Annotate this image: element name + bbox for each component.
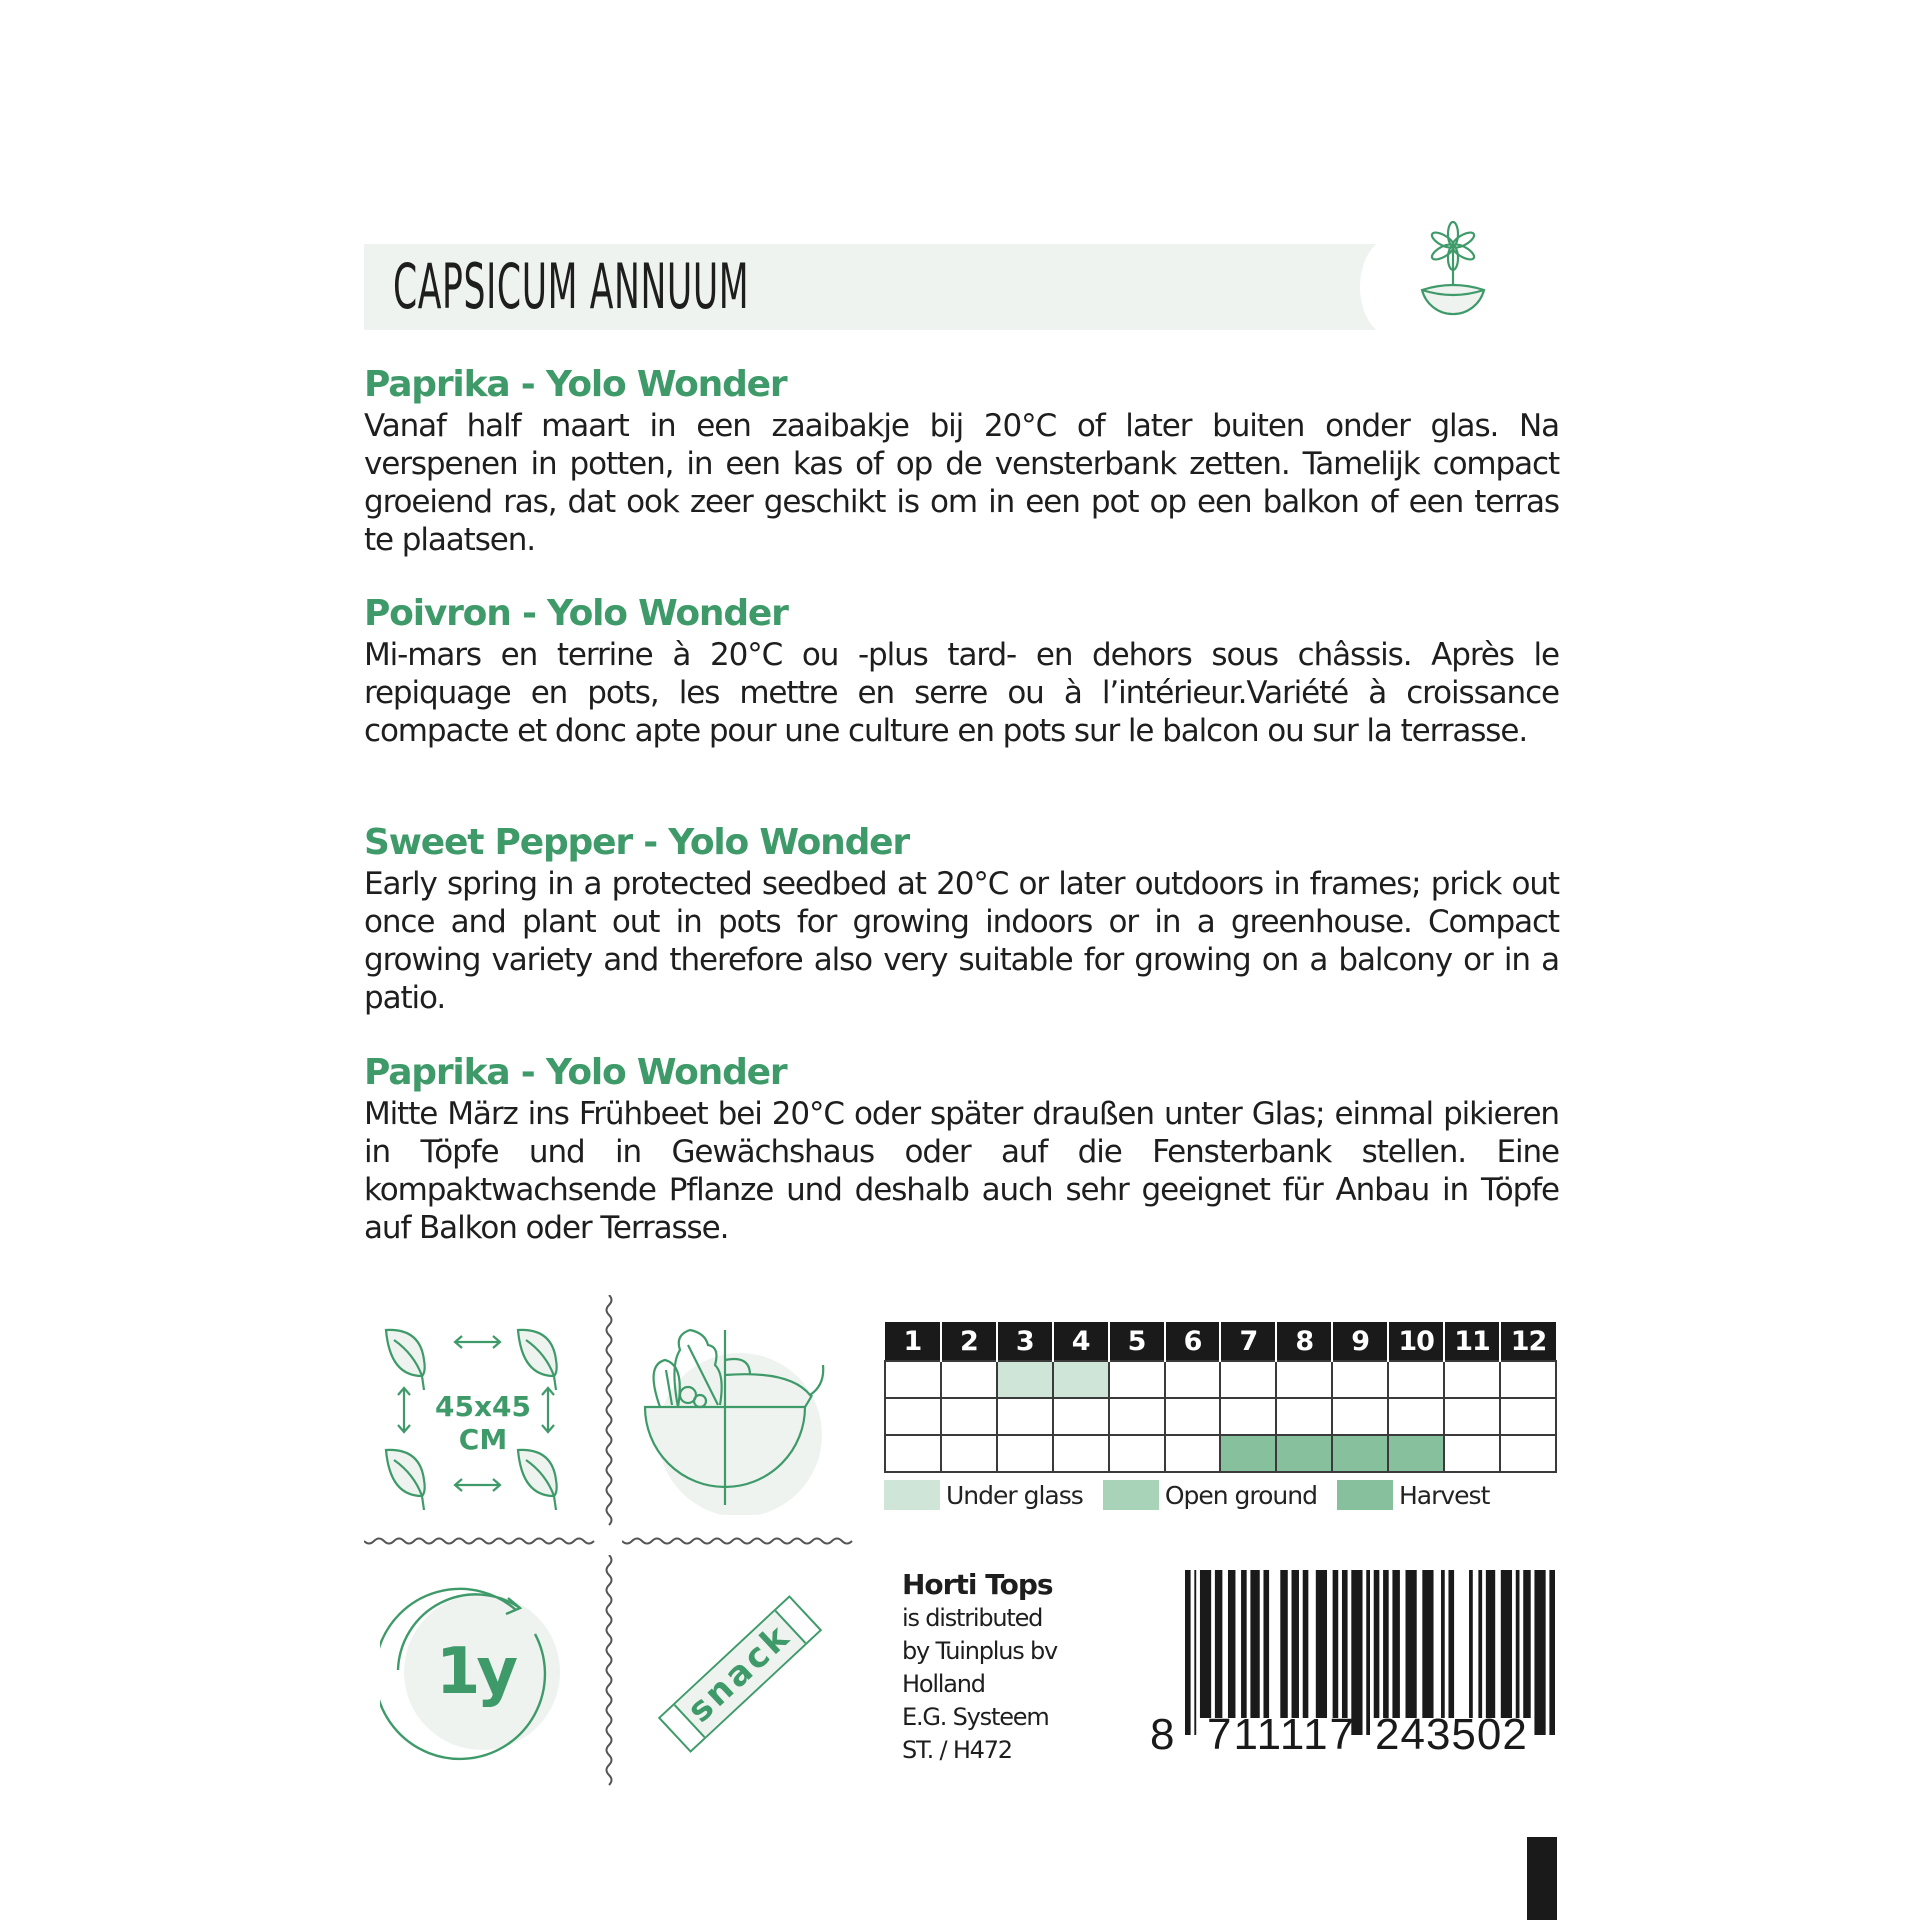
calendar-cell (941, 1398, 997, 1435)
distributor-line: is distributed (902, 1604, 1043, 1632)
calendar-cell (1276, 1435, 1332, 1472)
spacing-value: 45x45 (435, 1390, 531, 1423)
calendar-cell (941, 1435, 997, 1472)
calendar-cell (1220, 1361, 1276, 1398)
distributor-line: E.G. Systeem (902, 1703, 1049, 1731)
section-german (364, 1051, 1559, 1247)
calendar-cell (1444, 1361, 1500, 1398)
calendar-month-12: 12 (1500, 1322, 1556, 1361)
section-heading: Sweet Pepper - Yolo Wonder (364, 822, 909, 863)
calendar-month-11: 11 (1444, 1322, 1500, 1361)
calendar-cell (1444, 1435, 1500, 1472)
brand-name: Horti Tops (902, 1568, 1053, 1601)
distributor-line: Holland (902, 1670, 985, 1698)
calendar-row-open-ground (885, 1398, 1556, 1435)
calendar-cell (1500, 1435, 1556, 1472)
section-english (364, 821, 1559, 1017)
calendar-month-10: 10 (1388, 1322, 1444, 1361)
section-dutch (364, 363, 1559, 559)
calendar-cell (1165, 1361, 1221, 1398)
barcode-digit-first: 8 (1150, 1710, 1175, 1759)
calendar-month-8: 8 (1276, 1322, 1332, 1361)
snack-bar-icon (645, 1585, 835, 1770)
plant-spacing-icon (380, 1320, 580, 1510)
calendar-cell (1276, 1361, 1332, 1398)
section-heading: Paprika - Yolo Wonder (364, 364, 787, 405)
calendar-month-2: 2 (941, 1322, 997, 1361)
section-heading: Poivron - Yolo Wonder (364, 593, 788, 634)
wavy-divider-horizontal (364, 1535, 596, 1547)
calendar-cell (1165, 1398, 1221, 1435)
legend-swatch (884, 1480, 940, 1510)
wavy-divider-horizontal (622, 1535, 854, 1547)
section-body: Mi-mars en terrine à 20°C ou -plus tard- en dehors sous châssis. Après le repiquage en pots, les mettre en serre ou à l’intérieur.Variété à croissance compacte et donc apte pour une culture en pots sur le balcon ou sur la terrasse. (364, 637, 1559, 749)
calendar-cell (1220, 1398, 1276, 1435)
calendar-cell (1500, 1361, 1556, 1398)
calendar-legend (884, 1480, 1509, 1510)
calendar-row-harvest (885, 1435, 1556, 1472)
legend-label: Open ground (1164, 1480, 1317, 1510)
calendar-cell (1109, 1361, 1165, 1398)
legend-item-open-ground (1103, 1480, 1317, 1510)
calendar-cell (1500, 1398, 1556, 1435)
calendar-cell (1220, 1435, 1276, 1472)
calendar-cell (941, 1361, 997, 1398)
legend-label: Harvest (1398, 1480, 1490, 1510)
legend-label: Under glass (946, 1480, 1083, 1510)
calendar-cell (997, 1361, 1053, 1398)
calendar-month-5: 5 (1109, 1322, 1165, 1361)
calendar-month-7: 7 (1220, 1322, 1276, 1361)
section-french (364, 592, 1559, 750)
calendar-cell (1332, 1398, 1388, 1435)
section-body: Early spring in a protected seedbed at 20°C or later outdoors in frames; prick out once and plant out in pots for growing indoors or in a greenhouse. Compact growing variety and therefore also very suitable for growing on a balcony or in a patio. (364, 866, 1559, 1016)
calendar-cell (1388, 1398, 1444, 1435)
calendar-cell (1053, 1361, 1109, 1398)
salad-bowl-icon (640, 1325, 835, 1515)
barcode-digits-left: 711117 (1207, 1710, 1357, 1759)
calendar-cell (997, 1435, 1053, 1472)
print-edge-mark (1527, 1837, 1557, 1920)
sowing-calendar (884, 1322, 1557, 1473)
calendar-month-6: 6 (1165, 1322, 1221, 1361)
calendar-cell (1276, 1398, 1332, 1435)
calendar-cell (1053, 1398, 1109, 1435)
section-heading: Paprika - Yolo Wonder (364, 1052, 787, 1093)
distributor-line: ST. / H472 (902, 1736, 1012, 1764)
barcode-digits-right: 243502 (1375, 1710, 1528, 1759)
calendar-cell (1053, 1435, 1109, 1472)
calendar-cell (885, 1398, 941, 1435)
snack-label: snack (674, 1610, 806, 1738)
barcode (1150, 1570, 1555, 1760)
calendar-cell (1388, 1435, 1444, 1472)
legend-item-harvest (1337, 1480, 1489, 1510)
annual-cycle-icon (380, 1580, 570, 1770)
spacing-unit: CM (458, 1423, 508, 1456)
calendar-month-3: 3 (997, 1322, 1053, 1361)
calendar-cell (1109, 1435, 1165, 1472)
section-body: Mitte März ins Frühbeet bei 20°C oder später draußen unter Glas; einmal pikieren in Töpfe und in Gewächshaus oder auf die Fensterbank stellen. Eine kompaktwachsende Pflanze und deshalb auch sehr geeignet für Anbau in Töpfe auf Balkon oder Terrasse. (364, 1096, 1559, 1246)
calendar-cell (1388, 1361, 1444, 1398)
calendar-cell (885, 1361, 941, 1398)
distributor-info (902, 1568, 1057, 1767)
calendar-cell (1332, 1435, 1388, 1472)
calendar-cell (885, 1435, 941, 1472)
calendar-month-9: 9 (1332, 1322, 1388, 1361)
legend-swatch (1103, 1480, 1159, 1510)
species-title: CAPSICUM ANNUUM (393, 250, 750, 323)
distributor-line: by Tuinplus bv (902, 1637, 1058, 1665)
calendar-month-4: 4 (1053, 1322, 1109, 1361)
calendar-month-header (885, 1322, 1556, 1361)
calendar-cell (1444, 1398, 1500, 1435)
calendar-cell (1165, 1435, 1221, 1472)
lifecycle-label: 1y (435, 1635, 515, 1709)
wavy-divider-vertical (603, 1555, 615, 1787)
calendar-cell (1332, 1361, 1388, 1398)
flower-pot-icon (1408, 218, 1498, 348)
wavy-divider-vertical (603, 1295, 615, 1527)
calendar-month-1: 1 (885, 1322, 941, 1361)
calendar-row-under-glass (885, 1361, 1556, 1398)
calendar-cell (997, 1398, 1053, 1435)
legend-item-under-glass (884, 1480, 1083, 1510)
legend-swatch (1337, 1480, 1393, 1510)
section-body: Vanaf half maart in een zaaibakje bij 20°C of later buiten onder glas. Na verspenen in potten, in een kas of op de vensterbank zetten. Tamelijk compact groeiend ras, dat ook zeer geschikt is om in een pot op een balkon of een terras te plaatsen. (364, 408, 1559, 558)
calendar-cell (1109, 1398, 1165, 1435)
